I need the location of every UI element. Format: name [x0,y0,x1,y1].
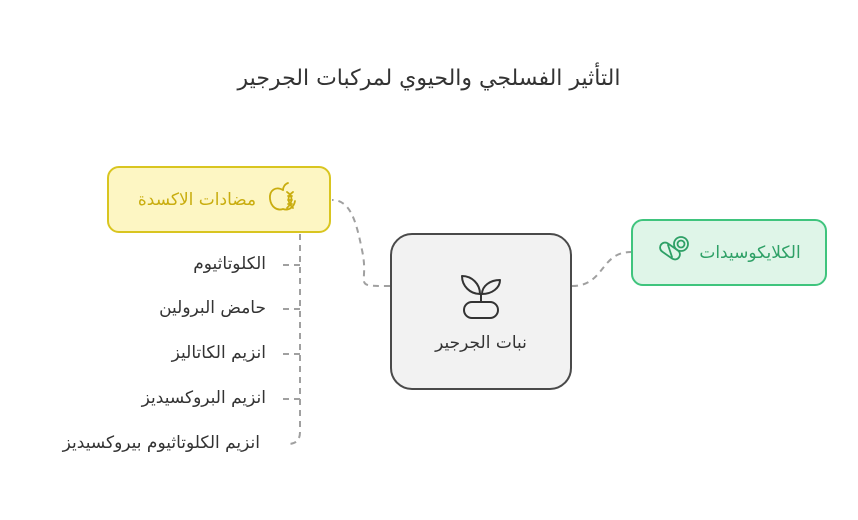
leaf-item: انزيم الكلوتاثيوم بيروكسيديز [62,433,260,453]
apple-dna-icon [266,180,300,219]
sprout-icon [458,270,504,327]
diagram-title: التأثير الفسلجي والحيوي لمركبات الجرجير [237,66,621,91]
node-center-label: نبات الجرجير [435,333,527,353]
node-glycosides-label: الكلايكوسيدات [699,242,801,263]
leaf-item: الكلوتاثيوم [193,254,266,274]
node-antioxidants[interactable] [107,166,331,233]
connector-center-glycosides [572,252,631,286]
capsules-icon [657,233,691,272]
leaf-item: انزيم البروكسيديز [141,388,266,408]
connector-center-antioxidants [332,200,390,286]
node-antioxidants-label: مضادات الاكسدة [137,189,257,210]
node-center[interactable] [390,233,572,390]
node-glycosides[interactable] [631,219,827,286]
leaf-item: حامض البرولين [159,298,266,318]
leaf-item: انزيم الكاتاليز [171,343,266,363]
